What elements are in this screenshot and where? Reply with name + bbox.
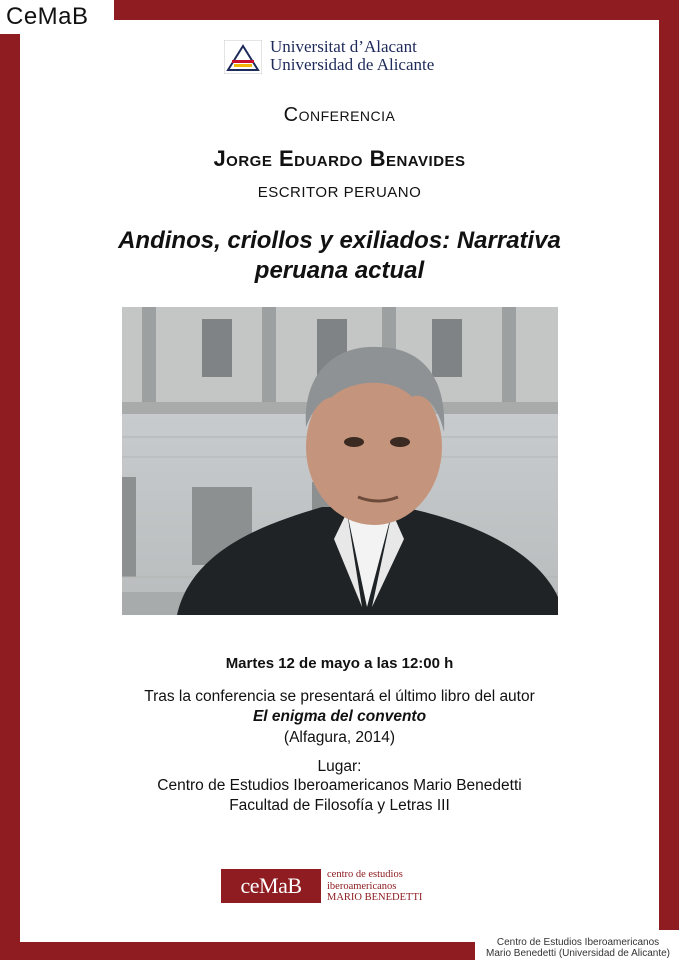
place-line2: Facultad de Filosofía y Letras III [229,797,450,814]
cemab-logo-mark: ceMaB [221,869,321,903]
university-name-spanish: Universidad de Alicante [270,55,435,74]
book-publisher: (Alfagura, 2014) [283,729,396,746]
place-line1: Centro de Estudios Iberoamericanos Mario Benedetti [157,777,522,794]
footer-credit [480,937,676,959]
frame-top [108,0,679,20]
speaker-photo-image [122,307,558,615]
footer-line1: Centro de Estudios Iberoamericanos [496,937,660,948]
university-name [270,38,434,74]
lecture-title-line1: Andinos, criollos y exiliados: Narrativa [118,227,561,254]
university-emblem-icon [224,40,262,74]
frame-left [0,34,20,960]
cemab-corner-logo: CeMaB [0,0,114,34]
lecture-title [20,226,659,286]
book-title: El enigma del convento [252,708,427,725]
lecture-title-line2: peruana actual [254,257,425,284]
frame-right [659,0,679,930]
university-logo [224,38,454,78]
cemab-logo-line1: centro de estudios [327,869,403,880]
speaker-role: ESCRITOR PERUANO [257,184,422,201]
cemab-logo [221,869,431,905]
place-label: Lugar: [317,758,362,775]
frame-bottom [0,942,475,960]
cemab-logo-line2: iberoamericanos [327,880,397,892]
event-date: Martes 12 de mayo a las 12:00 h [225,655,454,672]
event-note: Tras la conferencia se presentará el último libro del autor [144,688,535,705]
cemab-logo-text [327,869,422,904]
university-name-valencian: Universitat d’Alacant [270,37,417,56]
footer-line2: Mario Benedetti (Universidad de Alicante) [486,948,670,959]
event-type: Conferencia [283,104,396,126]
cemab-logo-line3: MARIO BENEDETTI [327,892,423,903]
speaker-name: Jorge Eduardo Benavides [213,146,466,171]
speaker-photo [122,307,558,615]
